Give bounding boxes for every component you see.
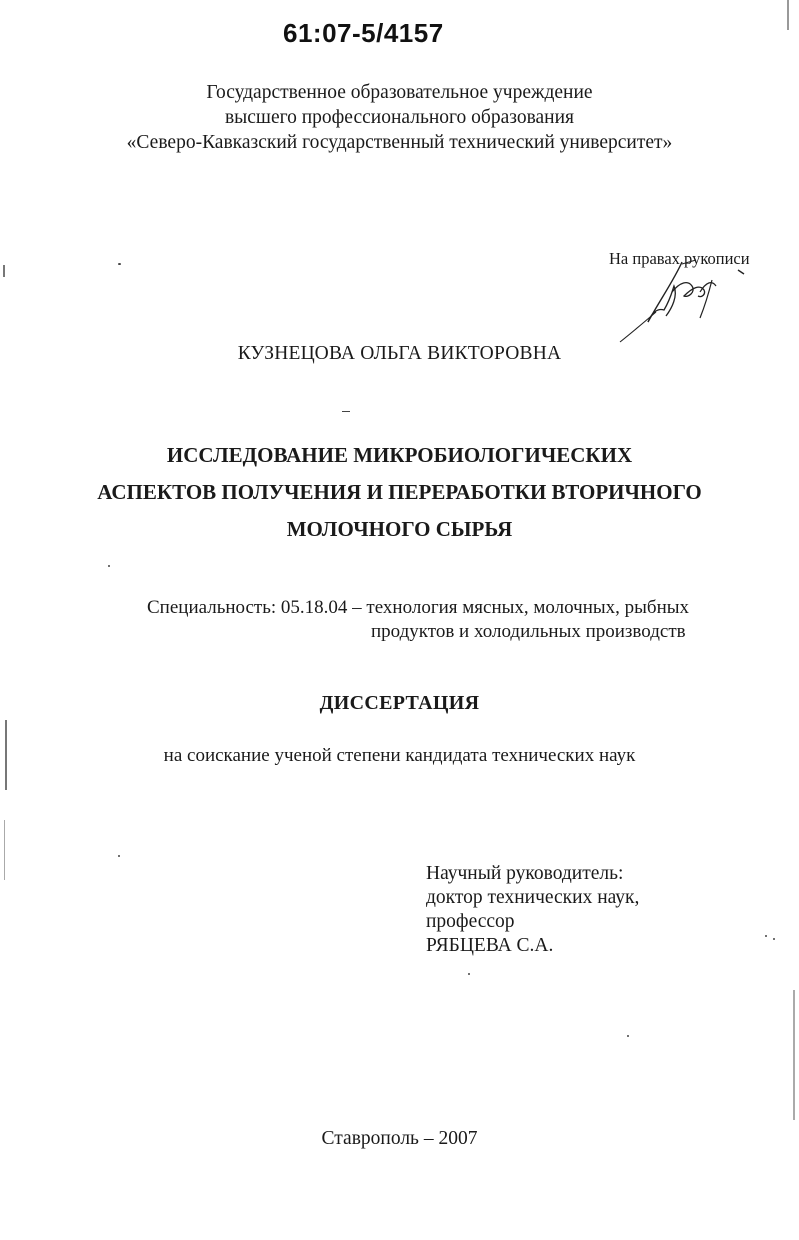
specialty-line-2: продуктов и холодильных производств <box>371 621 686 642</box>
scan-speck <box>627 1035 629 1037</box>
scan-edge-mark <box>787 0 789 30</box>
scan-speck <box>118 263 121 265</box>
institution-line-2: высшего профессионального образования <box>224 107 575 128</box>
supervisor-rank: профессор <box>426 911 515 932</box>
scan-edge-mark <box>793 990 795 1120</box>
scan-speck <box>765 935 767 937</box>
city-year: Ставрополь – 2007 <box>321 1128 478 1149</box>
document-type: ДИССЕРТАЦИЯ <box>319 692 480 714</box>
title-line-3: МОЛОЧНОГО СЫРЬЯ <box>286 517 513 541</box>
supervisor-block <box>426 862 639 958</box>
scan-speck <box>773 938 775 940</box>
author-name: КУЗНЕЦОВА ОЛЬГА ВИКТОРОВНА <box>237 343 562 364</box>
institution-line-3: «Северо-Кавказский государственный технический университет» <box>126 132 673 153</box>
dissertation-title <box>0 437 799 548</box>
scan-edge-mark <box>4 820 5 880</box>
scan-speck <box>342 411 350 412</box>
catalog-code: 61:07-5/4157 <box>283 18 444 48</box>
specialty <box>147 596 689 644</box>
supervisor-name: РЯБЦЕВА С.А. <box>426 935 554 956</box>
scan-speck <box>118 855 120 857</box>
scan-edge-mark <box>5 720 7 790</box>
scan-speck <box>108 565 110 567</box>
title-line-1: ИССЛЕДОВАНИЕ МИКРОБИОЛОГИЧЕСКИХ <box>166 443 633 467</box>
handwritten-signature <box>612 252 762 347</box>
manuscript-rights-label: На правах рукописи <box>609 249 750 268</box>
institution-line-1: Государственное образовательное учреждение <box>206 82 593 103</box>
degree-statement: на соискание ученой степени кандидата технических наук <box>163 745 636 766</box>
title-line-2: АСПЕКТОВ ПОЛУЧЕНИЯ И ПЕРЕРАБОТКИ ВТОРИЧНОГО <box>97 480 702 504</box>
scan-edge-mark <box>3 265 5 277</box>
scan-speck <box>468 973 470 975</box>
supervisor-degree: доктор технических наук, <box>426 887 640 908</box>
supervisor-role: Научный руководитель: <box>426 863 624 884</box>
institution-header <box>0 80 799 155</box>
specialty-line-1: Специальность: 05.18.04 – технология мясных, молочных, рыбных <box>147 597 690 618</box>
